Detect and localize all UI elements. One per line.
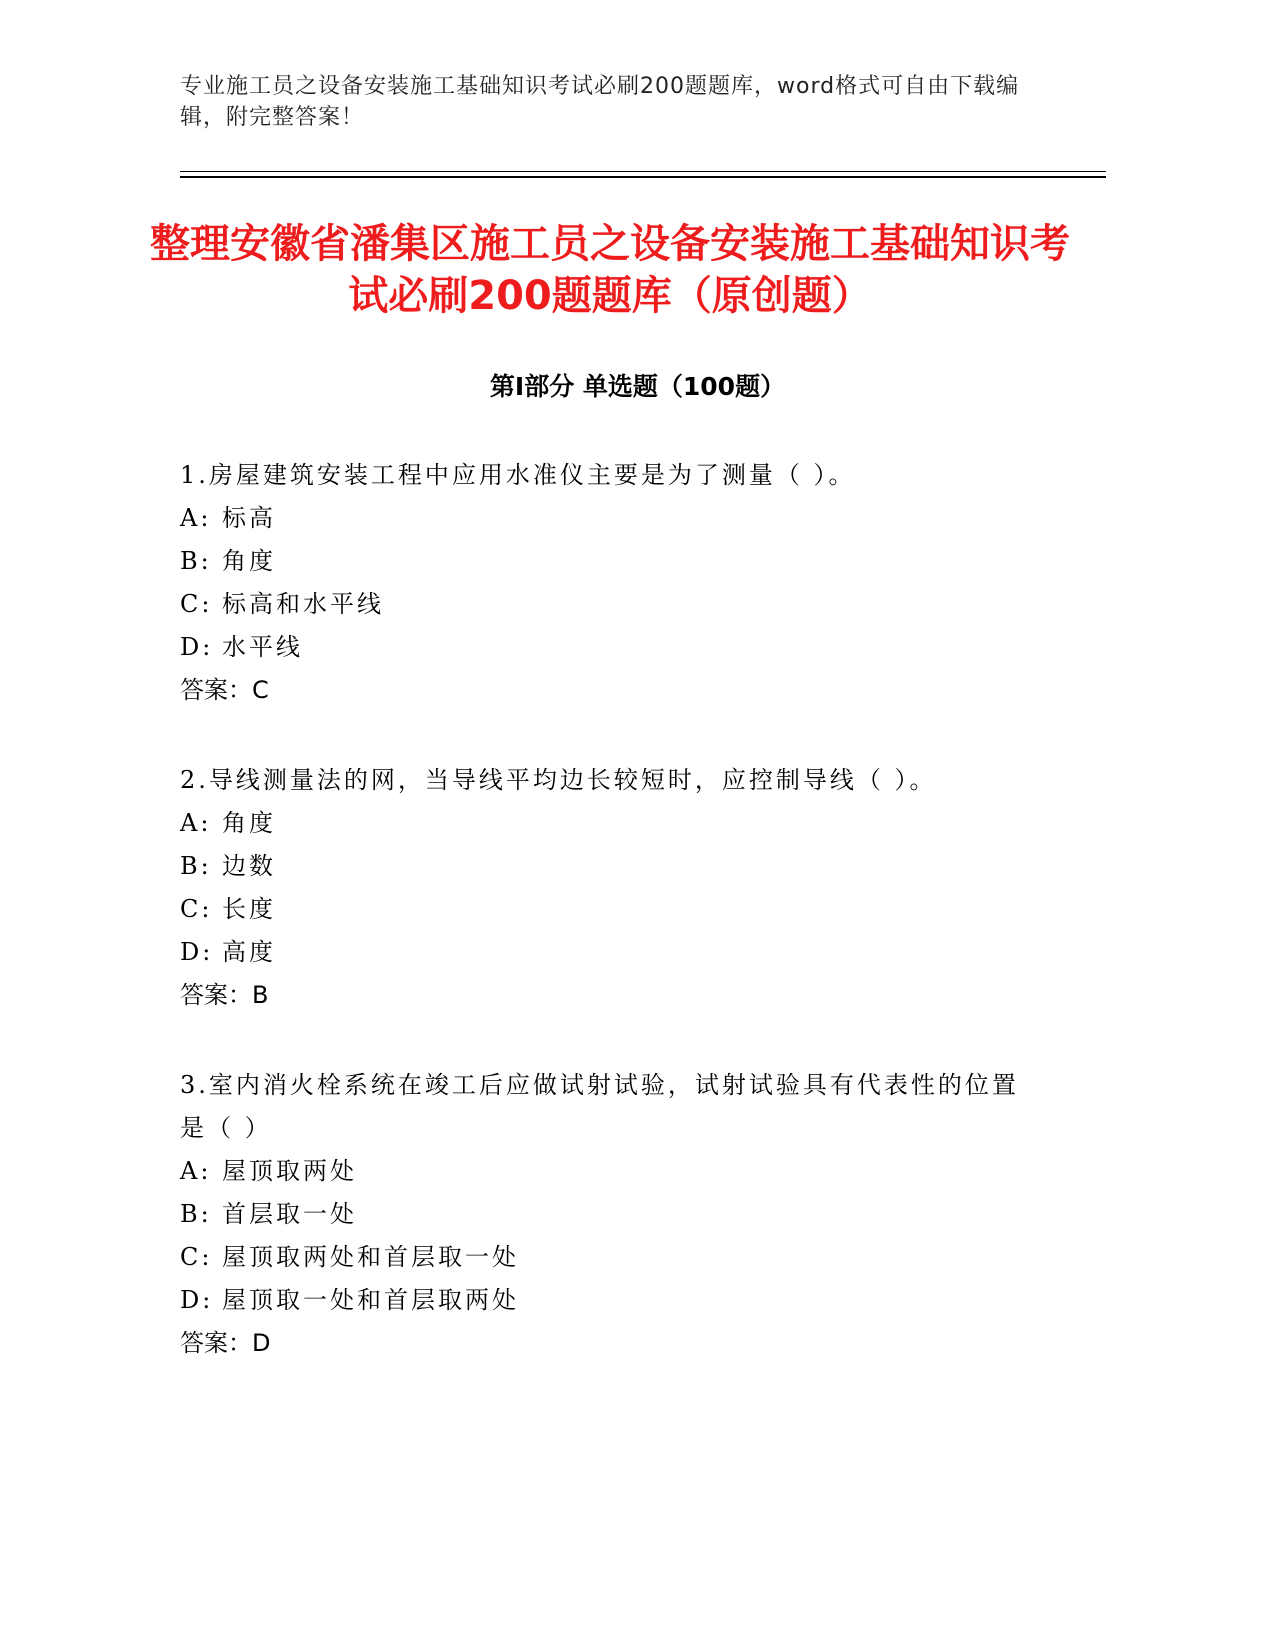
option-b: B: 首层取一处: [180, 1200, 357, 1228]
option-a: A: 标高: [180, 504, 276, 532]
question-stem: 3.室内消火栓系统在竣工后应做试射试验，试射试验具有代表性的位置是（ ）: [180, 1071, 1019, 1142]
option-d: D: 水平线: [180, 633, 303, 661]
option-b: B: 边数: [180, 852, 276, 880]
document-title: 整理安徽省潘集区施工员之设备安装施工基础知识考试必刷200题题库（原创题）: [150, 221, 1070, 319]
answer: 答案：D: [180, 1329, 271, 1357]
question-stem: 1.房屋建筑安装工程中应用水准仪主要是为了测量（ ）。: [180, 461, 856, 489]
option-c: C: 长度: [180, 895, 276, 923]
section-title: 第Ⅰ部分 单选题（100题）: [489, 372, 786, 401]
option-a: A: 屋顶取两处: [180, 1157, 357, 1185]
header-rule-thin: [180, 171, 1106, 172]
option-a: A: 角度: [180, 809, 276, 837]
option-c: C: 标高和水平线: [180, 590, 384, 618]
option-d: D: 屋顶取一处和首层取两处: [180, 1286, 519, 1314]
option-c: C: 屋顶取两处和首层取一处: [180, 1243, 519, 1271]
header-rule-thick: [180, 176, 1106, 178]
question-1: [180, 454, 1040, 712]
header-note: 专业施工员之设备安装施工基础知识考试必刷200题题库，word格式可自由下载编辑，附完整答案！: [180, 74, 1020, 130]
question-stem: 2.导线测量法的网，当导线平均边长较短时，应控制导线（ ）。: [180, 766, 937, 794]
question-2: [180, 759, 1040, 1017]
answer: 答案：C: [180, 676, 269, 704]
option-b: B: 角度: [180, 547, 276, 575]
question-3: [180, 1064, 1040, 1365]
answer: 答案：B: [180, 981, 269, 1009]
option-d: D: 高度: [180, 938, 276, 966]
